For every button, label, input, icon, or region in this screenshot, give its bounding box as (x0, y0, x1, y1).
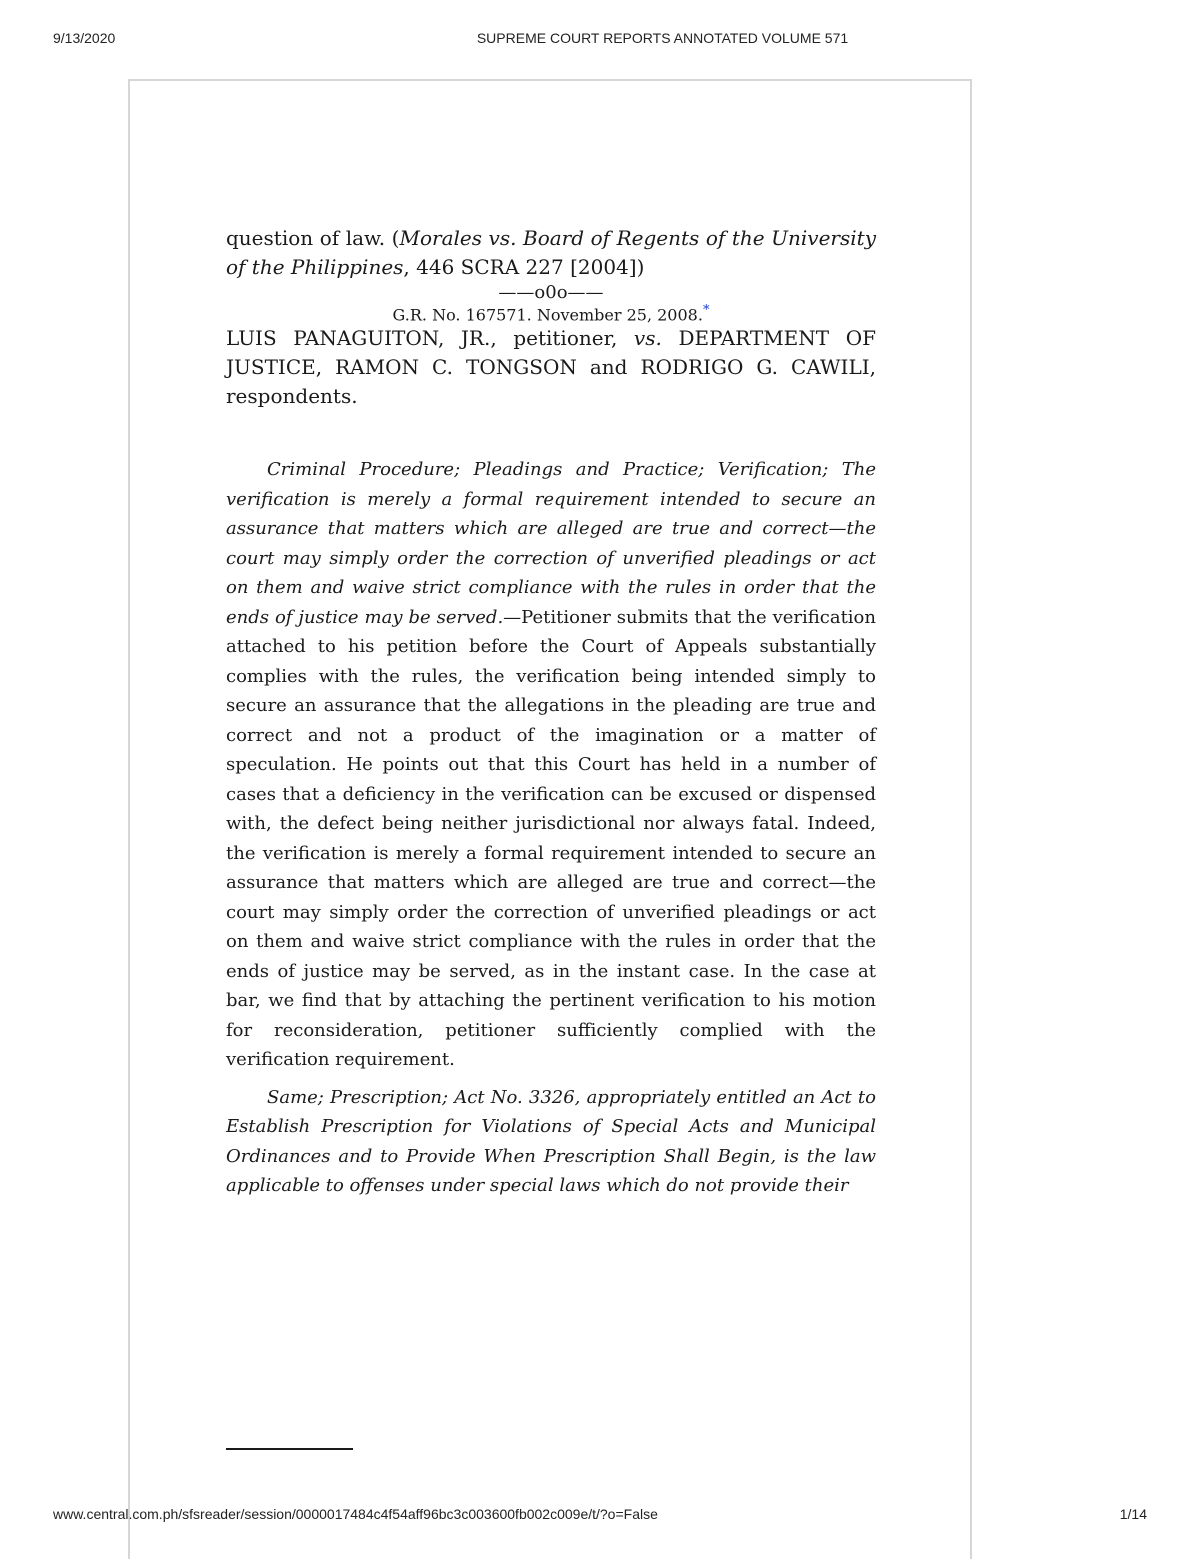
print-url: www.central.com.ph/sfsreader/session/0000017484c4f54aff96bc3c003600fb002c009e/t/?o=False (53, 1506, 658, 1522)
footnote-divider (226, 1448, 353, 1450)
syllabus-paragraph (226, 455, 876, 1075)
footnote-link[interactable]: * (702, 303, 710, 318)
print-footer (0, 1506, 1200, 1526)
page-number: 1/14 (1119, 1506, 1147, 1522)
syllabus-heading: Criminal Procedure; Pleadings and Practice; Verification; The verification is merely a formal requirement intended to secure an assurance that matters which are alleged are true and correct—the court may simply order the correction of unverified pleadings or act on them and waive strict compliance with the rules in order that the ends of justice may be served. (226, 459, 876, 628)
print-title: SUPREME COURT REPORTS ANNOTATED VOLUME 571 (476, 30, 849, 46)
parties-vs: vs. (633, 326, 662, 351)
parties-petitioner: LUIS PANAGUITON, JR., petitioner, (226, 326, 634, 351)
lead-paragraph (226, 224, 876, 282)
case-number: G.R. No. 167571. November 25, 2008. (392, 305, 703, 325)
lead-text-end: , 446 SCRA 227 [2004]) (403, 255, 645, 279)
syllabus-heading: Same; Prescription; Act No. 3326, appropriately entitled an Act to Establish Prescription for Violations of Special Acts and Municipal Ordinances and to Provide When Prescription Shall Begin, is the law applicable to offenses under special laws which do not provide their (226, 1086, 876, 1197)
section-separator: ——o0o—— (498, 282, 604, 303)
parties-respondents: DEPARTMENT OF JUSTICE, RAMON C. TONGSON and RODRIGO G. CAWILI, respondents. (226, 326, 877, 409)
syllabus-body: —Petitioner submits that the verification attached to his petition before the Court of Appeals substantially complies with the rules, the verification being intended simply to secure an assurance that the allegations in the pleading are true and correct and not a product of the imagination or a matter of speculation. He points out that this Court has held in a number of cases that a deficiency in the verification can be excused or dispensed with, the defect being neither jurisdictional nor always fatal. Indeed, the verification is merely a formal requirement intended to secure an assurance that matters which are alleged are true and correct—the court may simply order the correction of unverified pleadings or act on them and waive strict compliance with the rules in order that the ends of justice may be served, as in the instant case. In the case at bar, we find that by attaching the pertinent verification to his motion for reconsideration, petitioner sufficiently complied with the verification requirement. (226, 606, 876, 1071)
print-date: 9/13/2020 (53, 30, 116, 46)
case-number-line (226, 303, 876, 324)
print-header (0, 30, 1200, 50)
document-content (226, 224, 876, 1201)
lead-text-start: question of law. ( (226, 226, 400, 250)
parties-paragraph (226, 324, 876, 411)
syllabus-paragraph (226, 1083, 876, 1201)
cited-case: Morales vs. Board of Regents of the University of the Philippines (226, 226, 876, 279)
